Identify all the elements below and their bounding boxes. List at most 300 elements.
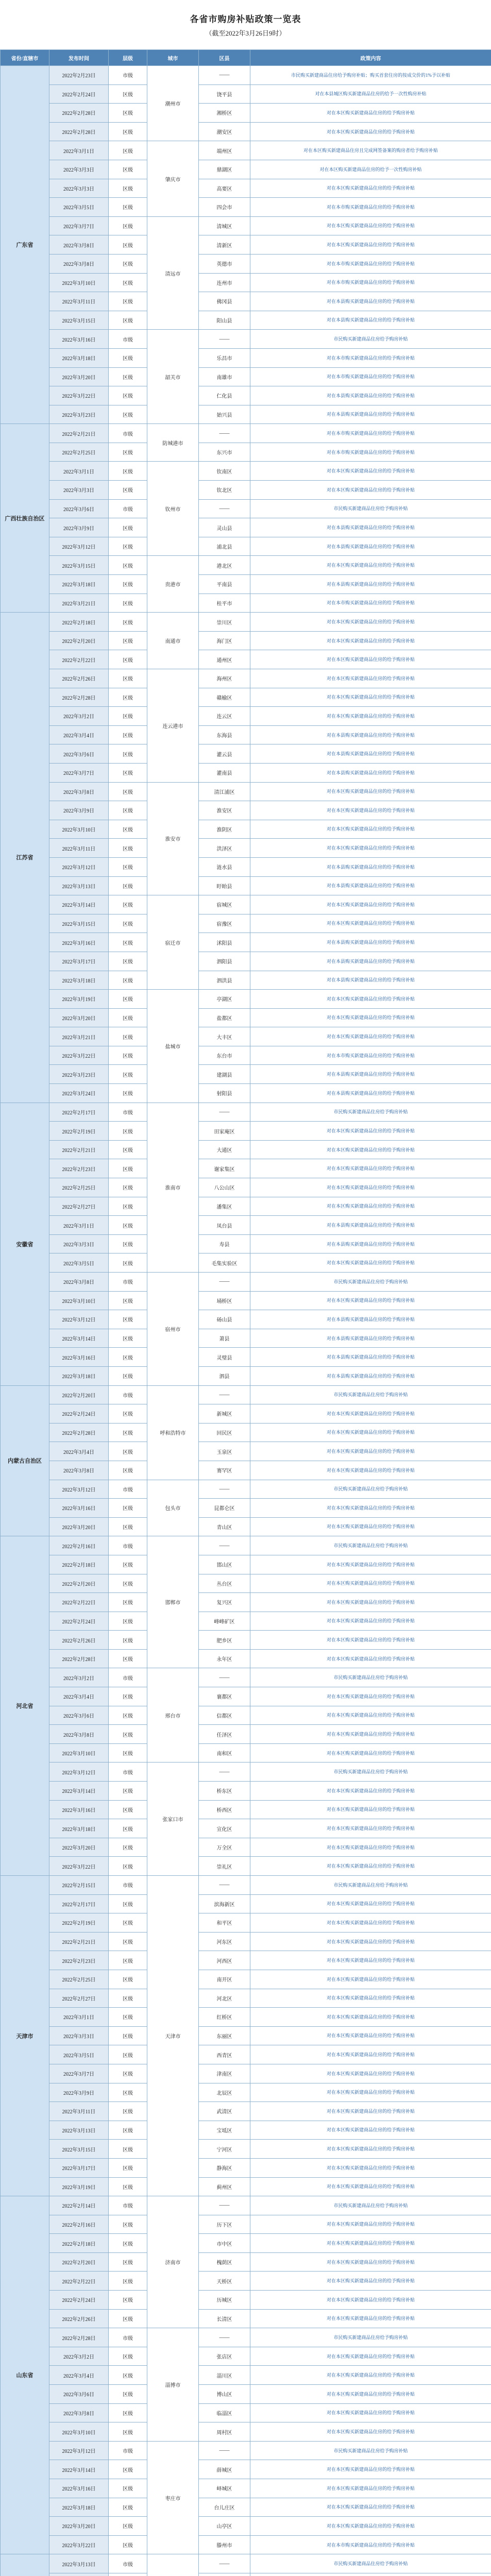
table-row <box>1 2517 491 2536</box>
table-row <box>1 499 491 518</box>
policy-link[interactable]: 对在本区购买新建商品住房的给予购房补贴 <box>326 1618 415 1624</box>
policy-link[interactable]: 对在本区购买新建商品住房的给予购房补贴 <box>326 1731 415 1737</box>
policy-link[interactable]: 对在本区购买新建商品住房的给予购房补贴 <box>326 2184 415 2190</box>
table-row <box>1 1197 491 1216</box>
policy-link[interactable]: 对在本市购买新建商品住房的给予购房补贴 <box>326 374 415 380</box>
date-cell: 2022年3月8日 <box>49 1273 109 1292</box>
city-cell: 钦州市 <box>147 462 199 556</box>
policy-link[interactable]: 市民购买新建商品住房给予购房补贴 <box>333 1543 408 1549</box>
level-cell: 区级 <box>109 1046 147 1065</box>
policy-link[interactable]: 对在本区购买新建商品住房的给予购房补贴 <box>326 2033 415 2039</box>
date-cell: 2022年3月22日 <box>49 1046 109 1065</box>
policy-link[interactable]: 对在本区购买新建商品住房的给予购房补贴 <box>326 902 415 907</box>
level-cell: 市级 <box>109 1668 147 1687</box>
date-cell: 2022年3月1日 <box>49 1216 109 1235</box>
table-row <box>1 1348 491 1367</box>
district-cell: 四会市 <box>199 198 250 217</box>
policy-link[interactable]: 对在本区购买新建商品住房的给予购房补贴 <box>326 129 415 134</box>
policy-link[interactable]: 对在本市购买新建商品住房的给予购房补贴 <box>326 431 415 436</box>
policy-link[interactable]: 对在本区购买新建商品住房的给予购房补贴 <box>326 826 415 832</box>
policy-cell <box>250 2479 491 2498</box>
level-cell: 区级 <box>109 1159 147 1178</box>
title-block <box>0 0 491 49</box>
level-cell: 区级 <box>109 707 147 726</box>
policy-link[interactable]: 对在本县购买新建商品住房的给予购房补贴 <box>326 1354 415 1360</box>
policy-link[interactable]: 对在本区购买新建商品住房的给予购房补贴 <box>326 2504 415 2510</box>
date-cell: 2022年3月5日 <box>49 198 109 217</box>
policy-link[interactable]: 对在本区购买新建商品住房的给予购房补贴 <box>326 2316 415 2321</box>
policy-link[interactable]: 对在本区购买新建商品住房的给予购房补贴 <box>326 619 415 624</box>
district-cell: —— <box>199 2328 250 2347</box>
policy-cell <box>250 537 491 556</box>
policy-link[interactable]: 对在本区购买新建商品住房的给予购房补贴 <box>326 2127 415 2133</box>
policy-cell <box>250 1423 491 1442</box>
policy-link[interactable]: 对在本区购买新建商品住房的给予购房补贴 <box>326 2353 415 2359</box>
policy-link[interactable]: 对在本区购买新建商品住房的给予购房补贴 <box>326 2146 415 2152</box>
policy-link[interactable]: 对在本区购买新建商品住房的给予购房补贴 <box>326 2259 415 2265</box>
table-row <box>1 1216 491 1235</box>
policy-link[interactable]: 市民购买新建商品住房给予购房补贴 <box>333 506 408 512</box>
date-cell: 2022年3月1日 <box>49 2008 109 2027</box>
policy-link[interactable]: 对在本县购买新建商品住房的给予购房补贴 <box>326 1335 415 1341</box>
district-cell: 玉泉区 <box>199 1442 250 1461</box>
policy-link[interactable]: 对在本市购买新建商品住房的给予购房补贴 <box>326 355 415 361</box>
policy-link[interactable]: 对在本区购买新建商品住房的给予购房补贴 <box>326 996 415 1002</box>
table-row <box>1 650 491 669</box>
policy-link[interactable]: 对在本区购买新建商品住房的给予购房补贴 <box>326 1562 415 1567</box>
date-cell: 2022年3月17日 <box>49 2158 109 2177</box>
date-cell: 2022年2月27日 <box>49 1989 109 2008</box>
policy-link[interactable]: 市民购买新建商品住房给予购房补贴 <box>333 2448 408 2453</box>
district-cell: 东台市 <box>199 1046 250 1065</box>
policy-link[interactable]: 市民购买新建商品住房给予购房补贴 <box>333 2334 408 2340</box>
table-row <box>1 801 491 820</box>
policy-link[interactable]: 市民购买新建商品住房给予购房补贴 <box>333 2202 408 2208</box>
policy-cell <box>250 2140 491 2159</box>
province-cell: 安徽省 <box>1 1103 49 1385</box>
district-cell: 桥西区 <box>199 1800 250 1819</box>
policy-link[interactable]: 对在本区购买新建商品住房的给予购房补贴 <box>326 1411 415 1416</box>
policy-cell <box>250 1140 491 1159</box>
policy-link[interactable]: 对在本区购买新建商品住房的给予购房补贴 <box>326 2372 415 2378</box>
policy-link[interactable]: 对在本区购买新建商品住房的给予购房补贴 <box>326 1939 415 1944</box>
policy-link[interactable]: 对在本区购买新建商品住房的给予购房补贴 <box>326 242 415 248</box>
table-row <box>1 1140 491 1159</box>
level-cell: 区级 <box>109 2215 147 2234</box>
date-cell: 2022年3月1日 <box>49 462 109 481</box>
policy-link[interactable]: 对在本县购买新建商品住房的给予购房补贴 <box>326 581 415 587</box>
policy-link[interactable]: 对在本县购买新建商品住房的给予购房补贴 <box>326 1090 415 1096</box>
policy-link[interactable]: 市民购买新建商品住房给予购房补贴 <box>333 1486 408 1492</box>
level-cell: 市级 <box>109 2554 147 2573</box>
policy-link[interactable]: 对在本县购买新建商品住房的给予购房补贴 <box>326 544 415 549</box>
table-row <box>1 1593 491 1612</box>
page-subtitle: （截至2022年3月26日9时） <box>205 29 286 37</box>
date-cell: 2022年2月19日 <box>49 1122 109 1141</box>
policy-cell <box>250 857 491 876</box>
policy-link[interactable]: 市民购买新建商品住房给予购房补贴 <box>333 2561 408 2567</box>
policy-cell <box>250 1159 491 1178</box>
policy-link[interactable]: 对在本区购买新建商品住房的给予购房补贴 <box>326 1995 415 2001</box>
policy-link[interactable]: 对在本区购买新建商品住房的给予购房补贴 <box>326 1505 415 1511</box>
table-row <box>1 1442 491 1461</box>
table-row <box>1 575 491 594</box>
policy-link[interactable]: 对在本县购买新建商品住房的给予购房补贴 <box>326 940 415 945</box>
policy-link[interactable]: 对在本区购买新建商品住房的给予购房补贴 <box>326 1260 415 1266</box>
district-cell: 东兴市 <box>199 443 250 462</box>
policy-link[interactable]: 对在本县购买新建商品住房的给予购房补贴 <box>326 317 415 323</box>
date-cell: 2022年2月18日 <box>49 2234 109 2253</box>
policy-link[interactable]: 对在本区购买新建商品住房的给予购房补贴 <box>326 2108 415 2114</box>
district-cell: 盱眙县 <box>199 876 250 895</box>
policy-cell <box>250 2347 491 2366</box>
policy-link[interactable]: 市民购买新建商品住房给予购房补贴 <box>333 1769 408 1775</box>
policy-link[interactable]: 对在本区购买新建商品住房的给予购房补贴 <box>326 2222 415 2227</box>
policy-link[interactable]: 对在本区购买新建商品住房的给予购房补贴 <box>326 1298 415 1303</box>
policy-link[interactable]: 对在本区购买新建商品住房的给予购房补贴 <box>326 1750 415 1756</box>
policy-cell <box>250 1234 491 1253</box>
date-cell: 2022年3月8日 <box>49 235 109 255</box>
policy-cell <box>250 2498 491 2517</box>
district-cell: 泗县 <box>199 1366 250 1385</box>
policy-cell <box>250 348 491 367</box>
date-cell: 2022年3月6日 <box>49 744 109 764</box>
policy-link[interactable]: 对在本区购买新建商品住房的给予购房补贴 <box>326 1015 415 1021</box>
policy-cell <box>250 1366 491 1385</box>
table-row <box>1 763 491 782</box>
district-cell: 仁化县 <box>199 386 250 405</box>
date-cell: 2022年2月18日 <box>49 613 109 632</box>
policy-link[interactable]: 对在本区购买新建商品住房的给予购房补贴 <box>326 2410 415 2416</box>
level-cell: 区级 <box>109 2517 147 2536</box>
date-cell: 2022年2月23日 <box>49 1159 109 1178</box>
table-row <box>1 1706 491 1725</box>
district-cell: 襄都区 <box>199 1687 250 1706</box>
city-cell: 淮安市 <box>147 782 199 895</box>
city-cell: 天津市 <box>147 1876 199 2196</box>
level-cell: 区级 <box>109 481 147 500</box>
level-cell: 区级 <box>109 198 147 217</box>
table-row <box>1 594 491 613</box>
policy-link[interactable]: 市民购买新建商品住房给予购房补贴 <box>333 1675 408 1681</box>
policy-cell <box>250 462 491 481</box>
policy-link[interactable]: 对在本区购买新建商品住房的给予购房补贴 <box>326 2429 415 2434</box>
district-cell: 萧县 <box>199 1329 250 1348</box>
policy-link[interactable]: 对在本区购买新建商品住房的给予购房补贴 <box>326 1844 415 1850</box>
policy-link[interactable]: 对在本区购买新建商品住房的给予购房补贴 <box>326 2090 415 2095</box>
policy-link[interactable]: 对在本县购买新建商品住房的给予购房补贴 <box>326 732 415 738</box>
policy-cell <box>250 2385 491 2404</box>
policy-link[interactable]: 对在本县购买新建商品住房的给予购房补贴 <box>326 1072 415 1077</box>
level-cell: 区级 <box>109 2291 147 2310</box>
table-row <box>1 952 491 971</box>
policy-link[interactable]: 对在本区购买新建商品住房的给予购房补贴 <box>326 2071 415 2076</box>
policy-link[interactable]: 对在本区购买新建商品住房的给予购房补贴 <box>326 2523 415 2529</box>
level-cell: 区级 <box>109 1989 147 2008</box>
date-cell: 2022年3月8日 <box>49 2403 109 2422</box>
policy-link[interactable]: 对在本区购买新建商品住房的给予购房补贴 <box>326 110 415 115</box>
policy-link[interactable]: 对在本区购买新建商品住房的给予购房补贴 <box>326 1147 415 1153</box>
policy-link[interactable]: 对在本区购买新建商品住房的给予购房补贴 <box>326 2297 415 2302</box>
policy-link[interactable]: 对在本区购买新建商品住房的给予购房补贴 <box>326 713 415 719</box>
policy-link[interactable]: 对在本县购买新建商品住房的给予购房补贴 <box>326 1222 415 1228</box>
date-cell: 2022年3月15日 <box>49 914 109 933</box>
district-cell: 津南区 <box>199 2064 250 2083</box>
district-cell: 乐昌市 <box>199 348 250 367</box>
district-cell: 钦北区 <box>199 481 250 500</box>
date-cell: 2022年3月4日 <box>49 1687 109 1706</box>
table-row <box>1 292 491 311</box>
table-row <box>1 2102 491 2121</box>
policy-link[interactable]: 对在本区购买新建商品住房的给予购房补贴 <box>326 223 415 229</box>
table-row <box>1 2008 491 2027</box>
policy-link[interactable]: 对在本区购买新建商品住房的给予购房补贴 <box>326 468 415 474</box>
date-cell: 2022年3月1日 <box>49 141 109 160</box>
policy-link[interactable]: 对在本区购买新建商品住房的给予购房补贴 <box>326 1166 415 1172</box>
level-cell: 区级 <box>109 2422 147 2442</box>
level-cell: 区级 <box>109 2008 147 2027</box>
policy-link[interactable]: 对在本区购买新建商品住房的给予购房补贴 <box>326 2467 415 2472</box>
date-cell: 2022年3月20日 <box>49 367 109 386</box>
district-cell: 大丰区 <box>199 1027 250 1046</box>
district-cell: 邯山区 <box>199 1555 250 1574</box>
policy-cell <box>250 311 491 330</box>
policy-link[interactable]: 对在本区购买新建商品住房的给予购房补贴 <box>326 1184 415 1190</box>
policy-link[interactable]: 对在本区购买新建商品住房的给予购房补贴 <box>326 2241 415 2246</box>
table-row <box>1 216 491 235</box>
table-row <box>1 1913 491 1933</box>
policy-link[interactable]: 对在本区购买新建商品住房的给予购房补贴 <box>326 1467 415 1473</box>
policy-cell <box>250 990 491 1009</box>
policy-link[interactable]: 对在本区购买新建商品住房的给予购房补贴 <box>326 1128 415 1133</box>
policy-link[interactable]: 对在本区购买新建商品住房的给予购房补贴 <box>326 2014 415 2020</box>
level-cell: 区级 <box>109 216 147 235</box>
district-cell: 武清区 <box>199 2102 250 2121</box>
district-cell: —— <box>199 1762 250 1782</box>
city-cell: 呼和浩特市 <box>147 1385 199 1480</box>
level-cell: 区级 <box>109 933 147 952</box>
date-cell: 2022年3月20日 <box>49 1838 109 1857</box>
level-cell: 区级 <box>109 1649 147 1668</box>
policy-link[interactable]: 对在本区购买新建商品住房的给予购房补贴 <box>326 1958 415 1963</box>
policy-cell <box>250 1951 491 1970</box>
date-cell: 2022年3月3日 <box>49 481 109 500</box>
policy-link[interactable]: 对在本区购买新建商品住房的给予购房补贴 <box>326 1807 415 1812</box>
district-cell: 亭湖区 <box>199 990 250 1009</box>
district-cell: 蓟州区 <box>199 2177 250 2196</box>
policy-link[interactable]: 对在本县购买新建商品住房的给予购房补贴 <box>326 1241 415 1247</box>
policy-cell <box>250 725 491 744</box>
date-cell: 2022年3月23日 <box>49 405 109 424</box>
date-cell: 2022年2月26日 <box>49 1631 109 1650</box>
district-cell: 潘集区 <box>199 1197 250 1216</box>
policy-link[interactable]: 对在本县购买新建商品住房的给予购房补贴 <box>326 883 415 889</box>
policy-link[interactable]: 市民购买新建商品住房给予购房补贴 <box>333 1279 408 1284</box>
policy-link[interactable]: 对在本区购买新建商品住房的给予购房补贴 <box>326 1713 415 1718</box>
policy-link[interactable]: 对在本区购买新建商品住房的给予购房补贴 <box>326 1204 415 1209</box>
level-cell: 区级 <box>109 594 147 613</box>
policy-link[interactable]: 对在本市购买新建商品住房的给予购房补贴 <box>326 2542 415 2548</box>
table-row <box>1 2347 491 2366</box>
column-header: 省份/直辖市 <box>1 50 49 66</box>
policy-link[interactable]: 对在本区购买新建商品住房的给予购房补贴 <box>326 2052 415 2058</box>
table-row <box>1 1574 491 1593</box>
table-row <box>1 141 491 160</box>
policy-link[interactable]: 对在本区购买新建商品住房的给予购房补贴 <box>326 1656 415 1662</box>
level-cell: 区级 <box>109 2479 147 2498</box>
policy-cell <box>250 556 491 575</box>
city-cell: 防城港市 <box>147 424 199 462</box>
table-header-row <box>1 50 491 66</box>
policy-link[interactable]: 对在本区购买新建商品住房的给予购房补贴 <box>326 694 415 700</box>
policy-link[interactable]: 对在本市购买新建商品住房的给予购房补贴 <box>326 449 415 455</box>
policy-link[interactable]: 对在本区购买新建商品住房的给予购房补贴 <box>326 1788 415 1793</box>
policy-cell <box>250 443 491 462</box>
level-cell: 区级 <box>109 1800 147 1819</box>
policy-link[interactable]: 对在本市购买新建商品住房的给予购房补贴 <box>326 204 415 210</box>
date-cell: 2022年2月24日 <box>49 1404 109 1423</box>
table-row <box>1 198 491 217</box>
policy-link[interactable]: 对在本区购买新建商品住房的给予购房补贴 <box>326 2278 415 2284</box>
table-row <box>1 2403 491 2422</box>
city-cell: 南通市 <box>147 613 199 669</box>
policy-link[interactable]: 对在本县城区购买新建商品住房的给予一次性购房补贴 <box>315 91 427 97</box>
table-row <box>1 707 491 726</box>
district-cell: —— <box>199 2441 250 2460</box>
province-cell: 广西壮族自治区 <box>1 424 49 613</box>
date-cell: 2022年3月16日 <box>49 330 109 349</box>
table-row <box>1 1649 491 1668</box>
policy-link[interactable]: 对在本市购买新建商品住房的给予购房补贴 <box>326 600 415 606</box>
policy-link[interactable]: 对在本区购买新建商品住房的给予购房补贴 <box>326 921 415 926</box>
district-cell: 西青区 <box>199 2045 250 2064</box>
date-cell: 2022年2月25日 <box>49 1178 109 1197</box>
policy-link[interactable]: 对在本区购买新建商品住房的给予购房补贴 <box>326 657 415 663</box>
policy-cell <box>250 1782 491 1801</box>
policy-link[interactable]: 对在本市购买新建商品住房的给予购房补贴 <box>326 280 415 285</box>
policy-link[interactable]: 对在本市购买新建商品住房的给予购房补贴 <box>326 1053 415 1058</box>
district-cell: 赛罕区 <box>199 1461 250 1480</box>
date-cell: 2022年2月26日 <box>49 669 109 688</box>
policy-link[interactable]: 对在本区购买新建商品住房的给予购房补贴 <box>326 1599 415 1605</box>
policy-link[interactable]: 对在本区购买新建商品住房的给予购房补贴 <box>326 675 415 681</box>
policy-link[interactable]: 对在本区购买新建商品住房的给予购房补贴 <box>326 1920 415 1925</box>
policy-cell <box>250 1668 491 1687</box>
policy-link[interactable]: 对在本区购买新建商品住房的给予购房补贴 <box>326 1430 415 1435</box>
date-cell: 2022年3月18日 <box>49 1819 109 1838</box>
policy-link[interactable]: 对在本区购买新建商品住房的给予购房补贴 <box>326 1449 415 1454</box>
policy-link[interactable]: 对在本区购买新建商品住房的给予购房补贴 <box>326 1693 415 1699</box>
table-row <box>1 2460 491 2479</box>
district-cell: 英德市 <box>199 254 250 273</box>
city-cell: 宿迁市 <box>147 895 199 990</box>
district-cell: 通州区 <box>199 650 250 669</box>
level-cell: 区级 <box>109 1838 147 1857</box>
policy-link[interactable]: 对在本县购买新建商品住房的给予购房补贴 <box>326 751 415 757</box>
policy-link[interactable]: 对在本县购买新建商品住房的给予购房补贴 <box>326 770 415 775</box>
level-cell: 市级 <box>109 1876 147 1895</box>
policy-link[interactable]: 市民购买新建商品住房给予购房补贴 <box>333 336 408 342</box>
policy-link[interactable]: 对在本区购买新建商品住房的给予购房补贴 <box>326 1976 415 1982</box>
date-cell: 2022年2月17日 <box>49 1894 109 1913</box>
policy-link[interactable]: 对在本区购买新建商品住房的给予一次性购房补贴 <box>319 166 422 172</box>
policy-link[interactable]: 对在本区购买新建商品住房的给予购房补贴 <box>326 1901 415 1907</box>
city-cell: 张家口市 <box>147 1762 199 1876</box>
policy-link[interactable]: 对在本区购买新建商品住房的给予购房补贴 <box>326 807 415 813</box>
date-cell: 2022年3月15日 <box>49 2140 109 2159</box>
policy-link[interactable]: 对在本县购买新建商品住房的给予购房补贴 <box>326 393 415 398</box>
district-cell: 博山区 <box>199 2385 250 2404</box>
city-cell: 贵港市 <box>147 556 199 613</box>
policy-cell <box>250 2441 491 2460</box>
table-row <box>1 84 491 104</box>
policy-link[interactable]: 对在本县购买新建商品住房的给予购房补贴 <box>326 977 415 983</box>
table-row <box>1 179 491 198</box>
policy-link[interactable]: 对在本区购买新建商品住房的给予购房补贴 <box>326 1524 415 1530</box>
district-cell: 永年区 <box>199 1649 250 1668</box>
policy-link[interactable]: 对在本区购买新建商品住房的给予购房补贴 <box>326 2165 415 2171</box>
policy-cell <box>250 2252 491 2272</box>
policy-link[interactable]: 对在本县购买新建商品住房的给予购房补贴 <box>326 524 415 530</box>
policy-link[interactable]: 对在本县购买新建商品住房的给予购房补贴 <box>326 958 415 964</box>
policy-link[interactable]: 对在本区购买新建商品住房的给予购房补贴 <box>326 2391 415 2397</box>
policy-link[interactable]: 对在本区购买新建商品住房的给予购房补贴 <box>326 487 415 493</box>
policy-link[interactable]: 对在本区购买新建商品住房的给予购房补贴 <box>326 845 415 851</box>
level-cell: 区级 <box>109 2121 147 2140</box>
policy-link[interactable]: 对在本区购买新建商品住房且完成网签备案的购房者给予购房补贴 <box>303 148 438 154</box>
date-cell: 2022年3月8日 <box>49 782 109 801</box>
policy-link[interactable]: 对在本市购买新建商品住房的给予购房补贴 <box>326 261 415 266</box>
policy-link[interactable]: 对在本县购买新建商品住房的给予购房补贴 <box>326 864 415 870</box>
district-cell: 宣化区 <box>199 1819 250 1838</box>
policy-link[interactable]: 对在本区购买新建商品住房的给予购房补贴 <box>326 2485 415 2491</box>
district-cell: 灵山县 <box>199 518 250 537</box>
policy-link[interactable]: 对在本区购买新建商品住房的给予购房补贴 <box>326 638 415 643</box>
district-cell: 鼎湖区 <box>199 160 250 179</box>
date-cell: 2022年3月14日 <box>49 895 109 914</box>
level-cell: 区级 <box>109 2309 147 2328</box>
policy-link[interactable]: 市民购买新建商品住房给予购房补贴 <box>333 1392 408 1398</box>
level-cell: 区级 <box>109 2403 147 2422</box>
policy-link[interactable]: 对在本区购买新建商品住房的给予购房补贴 <box>326 789 415 794</box>
table-row <box>1 914 491 933</box>
policy-link[interactable]: 对在本区购买新建商品住房的给予购房补贴 <box>326 1034 415 1039</box>
district-cell: 涟水县 <box>199 857 250 876</box>
policy-link[interactable]: 对在本区购买新建商品住房的给予购房补贴 <box>326 185 415 191</box>
policy-link[interactable]: 市民购买新建商品住房给予购房补贴 <box>333 1109 408 1115</box>
district-cell: 薛城区 <box>199 2460 250 2479</box>
policy-link[interactable]: 对在本县购买新建商品住房的给予购房补贴 <box>326 1316 415 1322</box>
policy-link[interactable]: 对在本区购买新建商品住房的给予购房补贴 <box>326 1863 415 1869</box>
policy-link[interactable]: 对在本区购买新建商品住房的给予购房补贴 <box>326 1637 415 1642</box>
policy-link[interactable]: 对在本区购买新建商品住房的给予购房补贴 <box>326 563 415 568</box>
policy-cell <box>250 1442 491 1461</box>
district-cell: 连州市 <box>199 273 250 292</box>
policy-link[interactable]: 对在本县购买新建商品住房的给予购房补贴 <box>326 1373 415 1379</box>
date-cell: 2022年3月10日 <box>49 273 109 292</box>
policy-link[interactable]: 对在本县购买新建商品住房的给予购房补贴 <box>326 412 415 417</box>
policy-link[interactable]: 对在本区购买新建商品住房的给予购房补贴 <box>326 1581 415 1586</box>
policy-link[interactable]: 对在本区购买新建商品住房的给予购房补贴 <box>326 1825 415 1831</box>
district-cell: —— <box>199 1536 250 1555</box>
date-cell: 2022年3月2日 <box>49 1668 109 1687</box>
level-cell: 区级 <box>109 1442 147 1461</box>
policy-link[interactable]: 市民购买新建商品住房给予购房补贴 <box>333 1882 408 1888</box>
table-row <box>1 405 491 424</box>
district-cell: 大通区 <box>199 1140 250 1159</box>
policy-link[interactable]: 对在本县购买新建商品住房的给予购房补贴 <box>326 298 415 304</box>
policy-link[interactable]: 市民购买新建商品住房给予购房补贴；购买首套住房的按成交价的1%予以补贴 <box>291 72 450 78</box>
